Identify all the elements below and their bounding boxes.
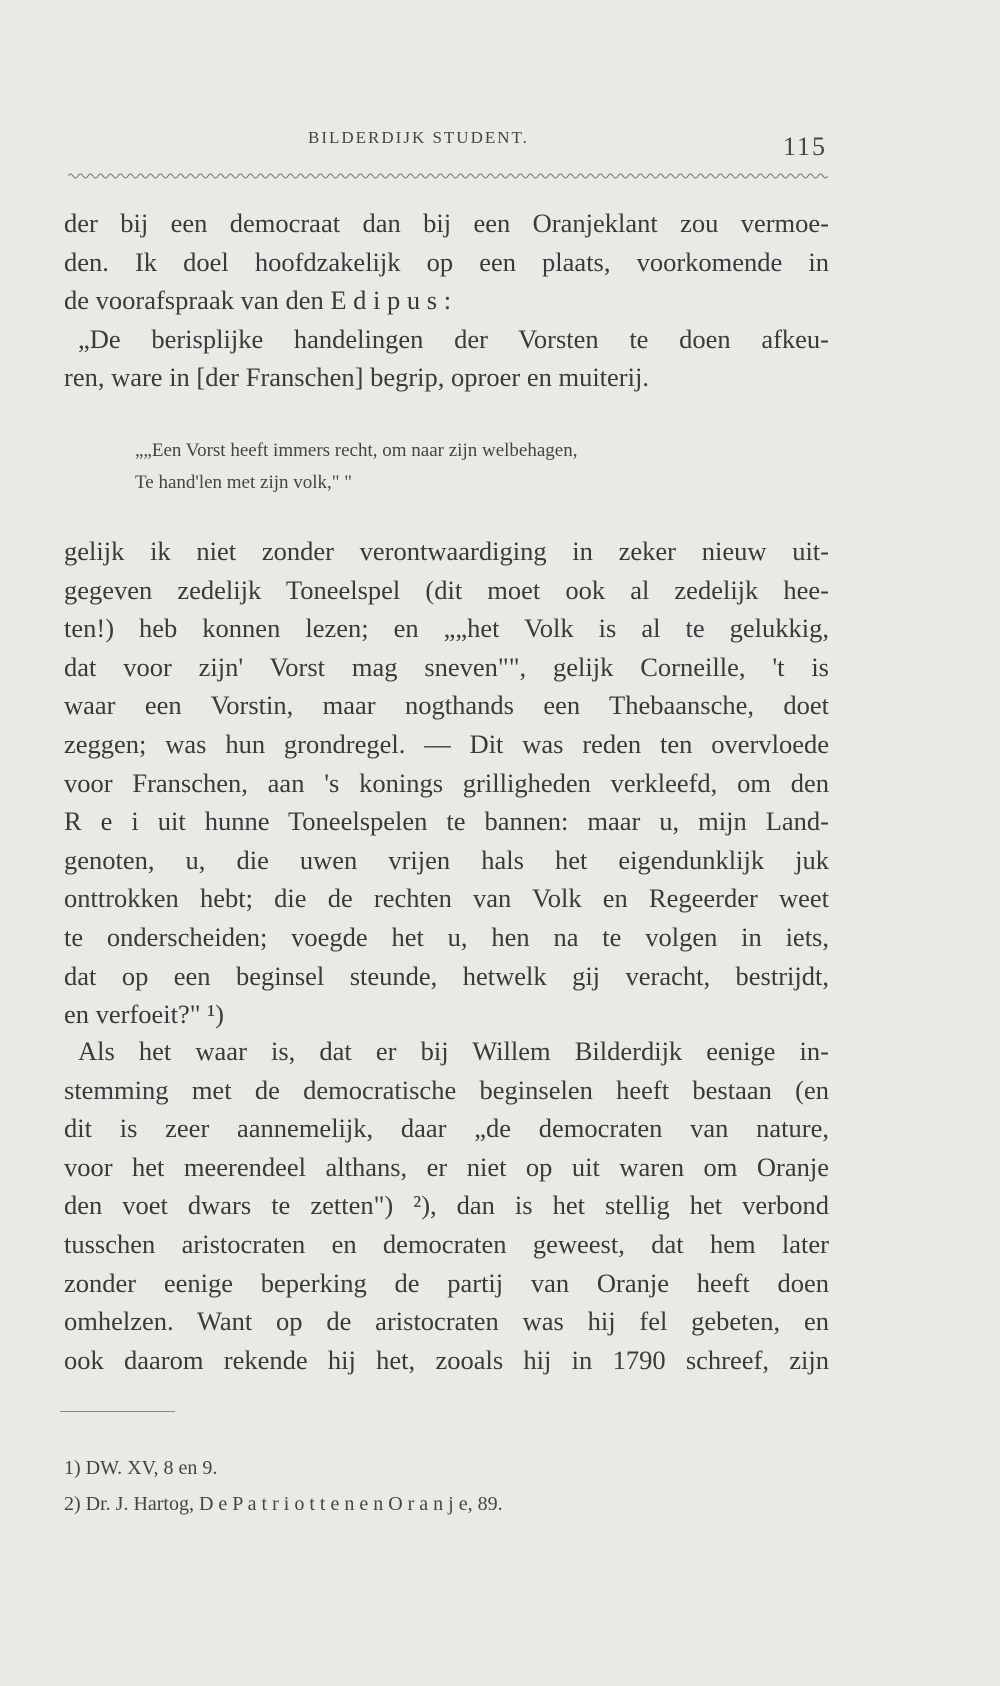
page-number: 115 bbox=[783, 132, 828, 161]
text-line: genoten, u, die uwen vrijen hals het eigendunklijk juk bbox=[64, 844, 829, 875]
running-title: BILDERDIJK STUDENT. bbox=[308, 128, 529, 147]
text-line: R e i uit hunne Toneelspelen te bannen: maar u, mijn Land- bbox=[64, 806, 829, 837]
verse-quotation bbox=[135, 435, 735, 499]
text-line: voor het meerendeel althans, er niet op uit waren om Oranje bbox=[64, 1151, 829, 1182]
text-line: en verfoeit?" ¹) bbox=[64, 999, 225, 1030]
text-line: gegeven zedelijk Toneelspel (dit moet ook al zedelijk hee- bbox=[64, 574, 829, 605]
text-line: te onderscheiden; voegde het u, hen na te volgen in iets, bbox=[64, 921, 829, 952]
text-line: den. Ik doel hoofdzakelijk op een plaats, voorkomende in bbox=[64, 246, 829, 277]
text-line: waar een Vorstin, maar nogthands een Thebaansche, doet bbox=[64, 690, 829, 721]
text-line: tusschen aristocraten en democraten geweest, dat hem later bbox=[64, 1228, 829, 1259]
text-line: voor Franschen, aan 's konings grilligheden verkleefd, om den bbox=[64, 767, 829, 798]
text-line: ook daarom rekende hij het, zooals hij in 1790 schreef, zijn bbox=[64, 1344, 829, 1375]
text-line: gelijk ik niet zonder verontwaardiging in zeker nieuw uit- bbox=[64, 536, 829, 566]
text-line: zonder eenige beperking de partij van Oranje heeft doen bbox=[64, 1267, 829, 1298]
footnote-2: 2) Dr. J. Hartog, D e P a t r i o t t e n e n O r a n j e, 89. bbox=[64, 1493, 503, 1515]
verse-line: „„Een Vorst heeft immers recht, om naar zijn welbehagen, bbox=[135, 440, 578, 461]
verse-line: Te hand'len met zijn volk," " bbox=[135, 472, 353, 493]
text-line: Als het waar is, dat er bij Willem Bilderdijk eenige in- bbox=[78, 1036, 829, 1066]
text-line: dat op een beginsel steunde, hetwelk gij veracht, bestrijdt, bbox=[64, 960, 829, 991]
footnote-rule bbox=[60, 1411, 175, 1412]
text-line: der bij een democraat dan bij een Oranjeklant zou vermoe- bbox=[64, 208, 829, 238]
text-line: stemming met de democratische beginselen heeft bestaan (en bbox=[64, 1074, 829, 1105]
text-line: onttrokken hebt; die de rechten van Volk en Regeerder weet bbox=[64, 883, 829, 914]
paragraph-1 bbox=[64, 204, 829, 397]
text-line: ren, ware in [der Franschen] begrip, oproer en muiterij. bbox=[64, 362, 649, 393]
paragraph-3 bbox=[64, 1032, 829, 1379]
text-line: omhelzen. Want op de aristocraten was hij fel gebeten, en bbox=[64, 1306, 829, 1337]
text-line: dat voor zijn' Vorst mag sneven"", gelijk Corneille, 't is bbox=[64, 651, 829, 682]
paragraph-2 bbox=[64, 532, 829, 1034]
text-line: den voet dwars te zetten") ²), dan is het stellig het verbond bbox=[64, 1190, 829, 1221]
text-line: „De berisplijke handelingen der Vorsten te doen afkeu- bbox=[78, 323, 829, 354]
footnote-1: 1) DW. XV, 8 en 9. bbox=[64, 1457, 218, 1479]
header-rule bbox=[68, 172, 828, 180]
footnotes bbox=[64, 1450, 764, 1522]
text-line: de voorafspraak van den E d i p u s : bbox=[64, 285, 452, 316]
text-line: dit is zeer aannemelijk, daar „de democraten van nature, bbox=[64, 1113, 829, 1144]
text-line: zeggen; was hun grondregel. — Dit was reden ten overvloede bbox=[64, 728, 829, 759]
text-line: ten!) heb konnen lezen; en „„het Volk is al te gelukkig, bbox=[64, 613, 829, 644]
